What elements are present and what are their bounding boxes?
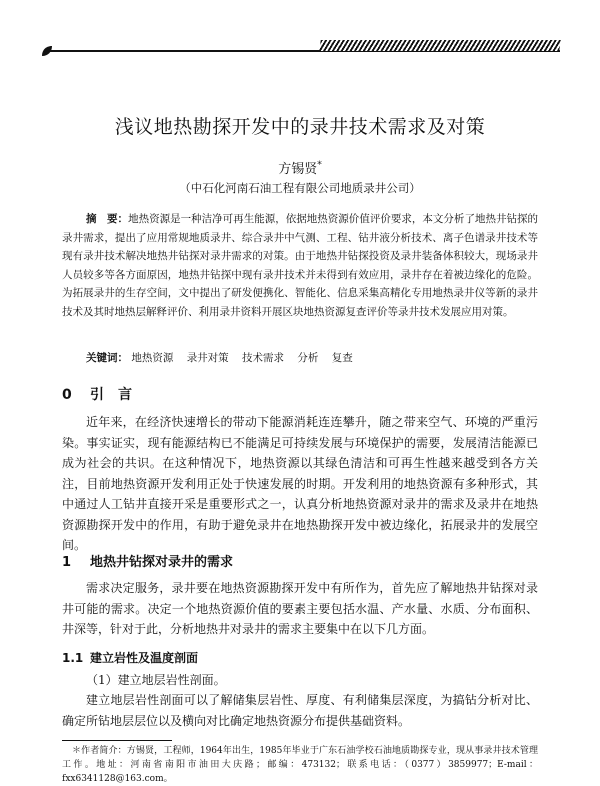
abstract-text: 地热资源是一种洁净可再生能源，依据地热资源价值评价要求，本文分析了地热井钻探的录井需求，提出了应用常规地质录井、综合录井中气测、工程、钻井液分析技术、离子色谱录井技术等现有录井技术解决地热井钻探对录井需求的对策。由于地热井钻探投资及录井装备体积较大，现场录井人员较多等各方面原因，地热井钻探中现有录井技术并未得到有效应用，录井存在着被边缘化的危险。为拓展录井的生存空间，文中提出了研发便携化、智能化、信息采集高精化专用地热录井仪等新的录井技术及其时地热层解释评价、利用录井资料开展区块地热资源复查评价等录井技术发展应用对策。	[62, 213, 539, 318]
body-paragraph: 近年来，在经济快速增长的带动下能源消耗连连攀升，随之带来空气、环境的严重污染。事实证实，现有能源结构已不能满足可持续发展与环境保护的需要，发展清洁能源已成为社会的共识。在这种情况下，地热资源以其绿色清洁和可再生性越来越受到各方关注，目前地热资源开发利用正处于快速发展的时期。开发利用的地热资源有多种形式，其中通过人工钻井直接开采是重要形式之一，认真分析地热资源对录井的需求及录井在地热资源勘探开发中的作用，有助于避免录井在地热勘探开发中被边缘化，拓展录井的发展空间。	[62, 415, 538, 552]
keyword-item: 录井对策	[186, 352, 229, 364]
keyword-item: 地热资源	[131, 352, 174, 364]
section-heading-requirements	[62, 551, 233, 570]
section-number: 0	[62, 387, 72, 403]
keyword-item: 分析	[297, 352, 319, 364]
keywords	[86, 350, 363, 365]
section-heading-introduction	[62, 384, 132, 404]
subsection-heading-profiles	[62, 649, 198, 666]
paper-title: 浅议地热勘探开发中的录井技术需求及对策	[114, 116, 486, 138]
author-footnote: ＊作者简介：方锡贤，工程师，1964年出生，1985年毕业于广东石油学校石油地质勘探专业，现从事录井技术管理工作。地址：河南省南阳市油田大庆路；邮编：473132；联系电话：（0377）3859977；E-mail：fxx6341128@163.com。	[62, 746, 538, 784]
section-title: 引 言	[90, 387, 132, 403]
author-affiliation: （中石化河南石油工程有限公司地质录井公司）	[179, 181, 421, 195]
keyword-item: 技术需求	[242, 352, 285, 364]
body-paragraph: 建立地层岩性剖面可以了解储集层岩性、厚度、有利储集层深度，为搞钻分析对比、确定所钻地层层位以及横向对比确定地热资源分布提供基础资料。	[62, 693, 538, 728]
author-footnote-mark: *	[317, 160, 322, 171]
abstract	[62, 210, 538, 321]
author-line	[0, 158, 600, 177]
abstract-label: 摘 要：	[86, 213, 129, 225]
section-number: 1.1	[62, 651, 84, 665]
author-name: 方锡贤	[278, 162, 318, 177]
keywords-label: 关键词：	[86, 352, 128, 364]
body-paragraph: （1）建立地层岩性剖面。	[86, 673, 226, 687]
section-title: 建立岩性及温度剖面	[90, 651, 199, 665]
footnote-rule	[62, 740, 172, 741]
header-hatched-band	[319, 40, 561, 51]
section-number: 1	[62, 555, 72, 570]
running-header	[40, 36, 560, 62]
body-paragraph: 需求决定服务，录井要在地热资源勘探开发中有所作为，首先应了解地热井钻探对录井可能的需求。决定一个地热资源价值的要素主要包括水温、产水量、水质、分布面积、井深等，针对于此，分析地热井对录井的需求主要集中在以下几方面。	[62, 581, 538, 636]
section-title: 地热井钻探对录井的需求	[90, 555, 234, 570]
keyword-item: 复查	[331, 352, 353, 364]
